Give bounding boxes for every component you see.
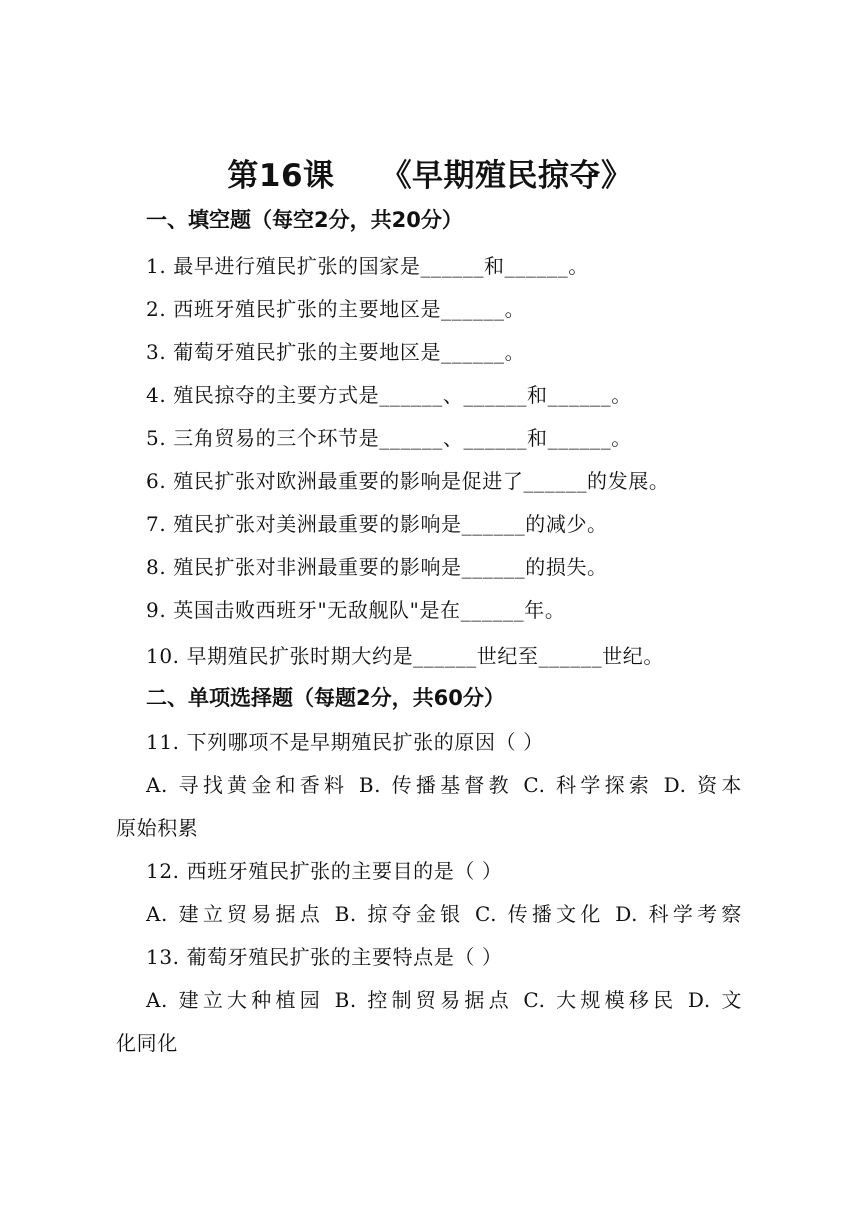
section-heading-single-choice: 二、单项选择题（每题2分，共60分） [146,686,505,710]
question-13-options-continued: 化同化 [116,1031,178,1055]
lesson-name: 《早期殖民掠夺》 [380,158,633,194]
page-title [0,152,860,200]
question-11-stem: 11. 下列哪项不是早期殖民扩张的原因（ ） [146,730,544,754]
question-7: 7. 殖民扩张对美洲最重要的影响是______的减少。 [146,512,608,536]
question-1: 1. 最早进行殖民扩张的国家是______和______。 [146,254,589,278]
question-2: 2. 西班牙殖民扩张的主要地区是______。 [146,297,526,321]
question-5: 5. 三角贸易的三个环节是______、______和______。 [146,426,632,450]
question-8: 8. 殖民扩张对非洲最重要的影响是______的损失。 [146,555,608,579]
section-heading-fill-blank: 一、填空题（每空2分，共20分） [146,208,463,232]
question-4: 4. 殖民掠夺的主要方式是______、______和______。 [146,383,632,407]
question-3: 3. 葡萄牙殖民扩张的主要地区是______。 [146,340,526,364]
lesson-number: 第16课 [227,158,335,194]
question-13-options: A. 建立大种植园 B. 控制贸易据点 C. 大规模移民 D. 文 [146,988,742,1012]
question-6: 6. 殖民扩张对欧洲最重要的影响是促进了______的发展。 [146,469,670,493]
question-11-options-continued: 原始积累 [116,816,199,840]
question-9: 9. 英国击败西班牙"无敌舰队"是在______年。 [146,598,566,622]
question-13-stem: 13. 葡萄牙殖民扩张的主要特点是（ ） [146,945,503,969]
question-11-options: A. 寻找黄金和香料 B. 传播基督教 C. 科学探索 D. 资本 [146,773,742,797]
question-12-stem: 12. 西班牙殖民扩张的主要目的是（ ） [146,859,503,883]
question-10: 10. 早期殖民扩张时期大约是______世纪至______世纪。 [146,644,664,668]
question-12-options: A. 建立贸易据点 B. 掠夺金银 C. 传播文化 D. 科学考察 [146,902,742,926]
